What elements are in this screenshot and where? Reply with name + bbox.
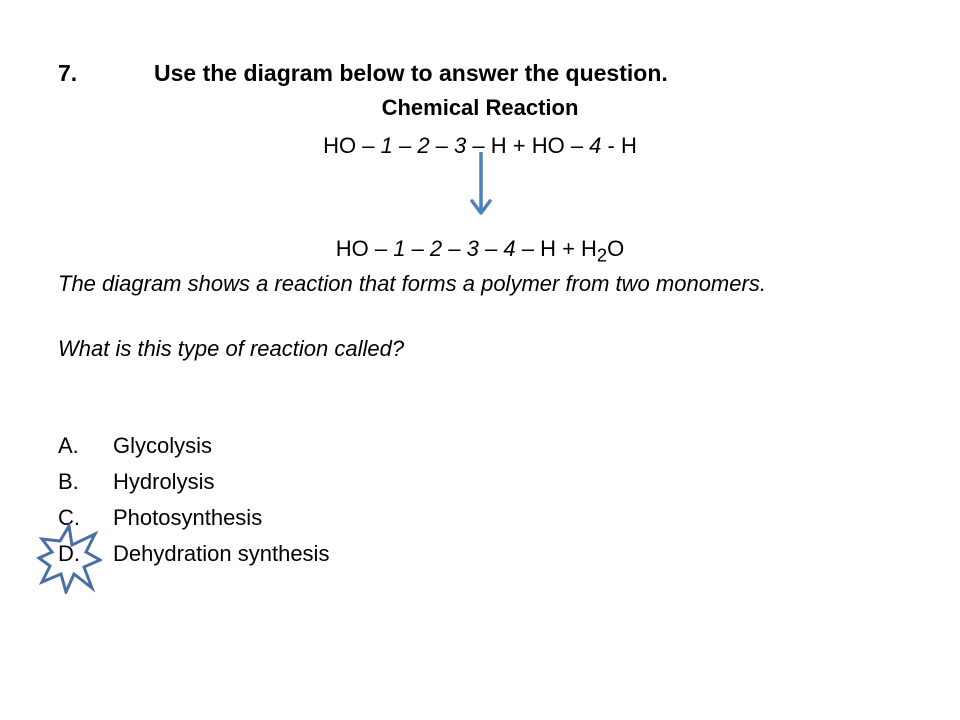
diagram-title: Chemical Reaction (381, 95, 579, 120)
option-b[interactable] (58, 469, 329, 505)
option-text: Glycolysis (113, 433, 213, 458)
products-equation: HO – $1 - 2 - 3 - 4 - H + H_2O$ (335, 236, 625, 266)
option-letter: D. (58, 541, 80, 566)
question-prompt: Use the diagram below to answer the question. (154, 60, 668, 86)
option-letter: B. (58, 469, 79, 494)
starburst-icon (36, 522, 102, 594)
option-letter: A. (58, 433, 79, 458)
question-heading (58, 60, 668, 87)
option-a[interactable] (58, 433, 329, 469)
reactants-equation: HO – 1 – 2 – 3 – H + HO – 4 - H (323, 133, 637, 158)
question-ask: What is this type of reaction called? (58, 336, 405, 361)
option-text: Photosynthesis (113, 505, 263, 530)
reaction-description: The diagram shows a reaction that forms a polymer from two monomers. (58, 271, 766, 296)
option-letter: C. (58, 505, 80, 530)
question-number: 7. (58, 60, 78, 86)
reaction-arrow-icon (465, 152, 497, 216)
option-text: Dehydration synthesis (113, 541, 330, 566)
option-text: Hydrolysis (113, 469, 215, 494)
subscript-2: 2 (596, 244, 608, 266)
